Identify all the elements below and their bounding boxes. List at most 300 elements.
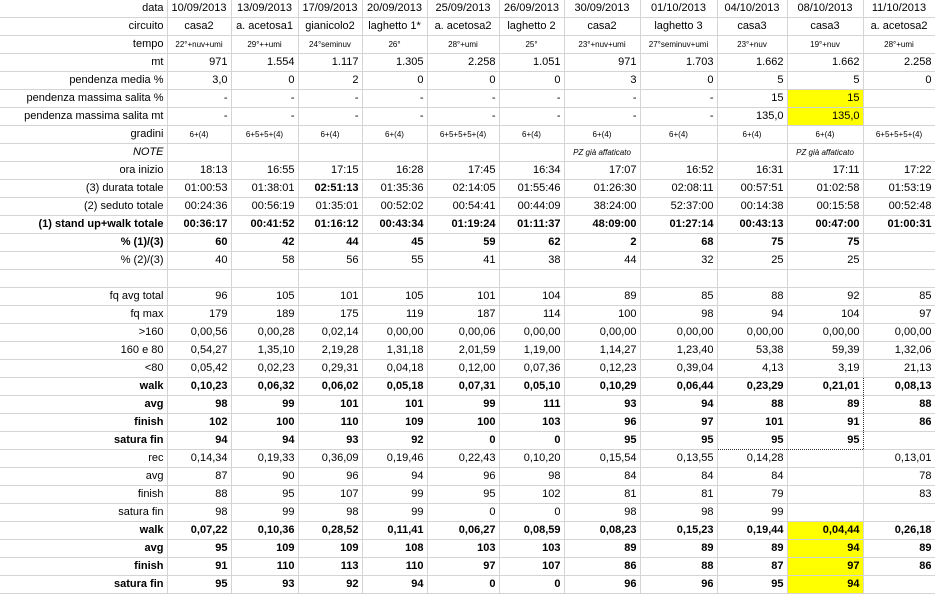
table-cell[interactable]: 107 [499, 558, 564, 576]
table-cell[interactable]: 01:27:14 [640, 216, 717, 234]
row-label[interactable]: (1) stand up+walk totale [0, 216, 167, 234]
table-cell[interactable]: 89 [564, 288, 640, 306]
table-cell[interactable]: 94 [787, 540, 863, 558]
table-cell[interactable]: 6+(4) [167, 126, 231, 144]
table-cell[interactable]: 38 [499, 252, 564, 270]
row-label[interactable] [0, 270, 167, 288]
table-cell[interactable]: 96 [167, 288, 231, 306]
table-cell[interactable]: 102 [167, 414, 231, 432]
row-label[interactable]: >160 [0, 324, 167, 342]
table-cell[interactable]: 0,00,00 [362, 324, 427, 342]
table-cell[interactable]: 1,19,00 [499, 342, 564, 360]
table-cell[interactable] [787, 270, 863, 288]
row-label[interactable]: ora inizio [0, 162, 167, 180]
table-cell[interactable]: 0,07,22 [167, 522, 231, 540]
table-cell[interactable]: 17:11 [787, 162, 863, 180]
table-cell[interactable]: 3,19 [787, 360, 863, 378]
table-cell[interactable]: 0,36,09 [298, 450, 362, 468]
table-cell[interactable]: 10/09/2013 [167, 0, 231, 18]
row-label[interactable]: tempo [0, 36, 167, 54]
table-cell[interactable]: 0,07,36 [499, 360, 564, 378]
table-cell[interactable]: 75 [717, 234, 787, 252]
table-cell[interactable]: 108 [362, 540, 427, 558]
table-cell[interactable]: 95 [640, 432, 717, 450]
table-cell[interactable]: 107 [298, 486, 362, 504]
table-cell[interactable]: 0 [499, 72, 564, 90]
table-cell[interactable]: 16:28 [362, 162, 427, 180]
table-cell[interactable]: 95 [167, 540, 231, 558]
table-cell[interactable]: 99 [231, 396, 298, 414]
table-cell[interactable]: 28°+umi [427, 36, 499, 54]
table-cell[interactable] [863, 504, 935, 522]
table-cell[interactable]: 91 [787, 414, 863, 432]
row-label[interactable]: pendenza massima salita % [0, 90, 167, 108]
table-cell[interactable]: - [499, 90, 564, 108]
table-cell[interactable]: casa2 [167, 18, 231, 36]
table-cell[interactable]: 99 [717, 504, 787, 522]
table-cell[interactable]: 81 [640, 486, 717, 504]
table-cell[interactable]: 16:34 [499, 162, 564, 180]
table-cell[interactable]: - [298, 108, 362, 126]
table-cell[interactable]: 0,10,36 [231, 522, 298, 540]
table-cell[interactable]: 0,06,27 [427, 522, 499, 540]
table-cell[interactable]: 38:24:00 [564, 198, 640, 216]
table-cell[interactable]: 01:38:01 [231, 180, 298, 198]
table-cell[interactable]: 111 [499, 396, 564, 414]
table-cell[interactable]: 01:35:01 [298, 198, 362, 216]
table-cell[interactable]: 0,19,44 [717, 522, 787, 540]
table-cell[interactable]: 93 [564, 396, 640, 414]
table-cell[interactable]: 01:35:36 [362, 180, 427, 198]
row-label[interactable]: finish [0, 558, 167, 576]
table-cell[interactable]: 00:52:48 [863, 198, 935, 216]
row-label[interactable]: pendenza massima salita mt [0, 108, 167, 126]
table-cell[interactable]: 28°+umi [863, 36, 935, 54]
table-cell[interactable]: 15 [717, 90, 787, 108]
table-cell[interactable]: 83 [863, 486, 935, 504]
table-cell[interactable]: 103 [499, 414, 564, 432]
table-cell[interactable]: 94 [717, 306, 787, 324]
table-cell[interactable]: 6+(4) [564, 126, 640, 144]
table-cell[interactable] [564, 270, 640, 288]
table-cell[interactable]: 95 [787, 432, 863, 450]
row-label[interactable]: finish [0, 414, 167, 432]
table-cell[interactable]: 0,23,29 [717, 378, 787, 396]
table-cell[interactable]: 6+(4) [640, 126, 717, 144]
table-cell[interactable]: 0,13,01 [863, 450, 935, 468]
table-cell[interactable]: 0,13,55 [640, 450, 717, 468]
row-label[interactable]: mt [0, 54, 167, 72]
table-cell[interactable]: 2 [298, 72, 362, 90]
table-cell[interactable]: 109 [298, 540, 362, 558]
table-cell[interactable]: 0,19,46 [362, 450, 427, 468]
table-cell[interactable]: PZ già affaticato [564, 144, 640, 162]
table-cell[interactable]: 0,15,23 [640, 522, 717, 540]
table-cell[interactable]: 21,13 [863, 360, 935, 378]
table-cell[interactable]: 01:00:31 [863, 216, 935, 234]
row-label[interactable]: % (2)/(3) [0, 252, 167, 270]
table-cell[interactable] [231, 144, 298, 162]
table-cell[interactable]: 0,14,34 [167, 450, 231, 468]
table-cell[interactable]: 75 [787, 234, 863, 252]
table-cell[interactable]: 0,00,00 [717, 324, 787, 342]
table-cell[interactable] [717, 144, 787, 162]
table-cell[interactable]: a. acetosa1 [231, 18, 298, 36]
table-cell[interactable]: 41 [427, 252, 499, 270]
table-cell[interactable]: 58 [231, 252, 298, 270]
table-cell[interactable]: 18:13 [167, 162, 231, 180]
table-cell[interactable]: 0,02,14 [298, 324, 362, 342]
table-cell[interactable]: 93 [231, 576, 298, 594]
table-cell[interactable]: 109 [362, 414, 427, 432]
table-cell[interactable]: 88 [863, 396, 935, 414]
table-cell[interactable]: 1,32,06 [863, 342, 935, 360]
table-cell[interactable]: 90 [231, 468, 298, 486]
table-cell[interactable]: 01:53:19 [863, 180, 935, 198]
table-cell[interactable]: 0 [427, 576, 499, 594]
table-cell[interactable]: 48:09:00 [564, 216, 640, 234]
table-cell[interactable]: 0,06,32 [231, 378, 298, 396]
table-cell[interactable]: 00:14:38 [717, 198, 787, 216]
table-cell[interactable]: 00:54:41 [427, 198, 499, 216]
table-cell[interactable]: 1,23,40 [640, 342, 717, 360]
table-cell[interactable]: 11/10/2013 [863, 0, 935, 18]
table-cell[interactable] [427, 144, 499, 162]
table-cell[interactable]: 88 [717, 288, 787, 306]
table-cell[interactable] [362, 270, 427, 288]
table-cell[interactable]: 99 [362, 486, 427, 504]
table-cell[interactable]: 3 [564, 72, 640, 90]
table-cell[interactable] [427, 270, 499, 288]
table-cell[interactable]: 1.662 [717, 54, 787, 72]
table-cell[interactable]: - [499, 108, 564, 126]
table-cell[interactable]: 94 [787, 576, 863, 594]
table-cell[interactable]: 6+5+5+(4) [231, 126, 298, 144]
table-cell[interactable]: 94 [231, 432, 298, 450]
table-cell[interactable]: 52:37:00 [640, 198, 717, 216]
table-cell[interactable]: 0,04,18 [362, 360, 427, 378]
table-cell[interactable]: 0,11,41 [362, 522, 427, 540]
table-cell[interactable]: 79 [717, 486, 787, 504]
row-label[interactable]: (3) durata totale [0, 180, 167, 198]
table-cell[interactable]: 86 [863, 414, 935, 432]
table-cell[interactable]: - [427, 90, 499, 108]
table-cell[interactable]: 1.703 [640, 54, 717, 72]
table-cell[interactable]: 104 [787, 306, 863, 324]
table-cell[interactable]: 16:55 [231, 162, 298, 180]
table-cell[interactable]: 0 [231, 72, 298, 90]
table-cell[interactable]: - [231, 90, 298, 108]
table-cell[interactable]: 56 [298, 252, 362, 270]
table-cell[interactable] [787, 468, 863, 486]
table-cell[interactable]: 4,13 [717, 360, 787, 378]
table-cell[interactable] [863, 576, 935, 594]
table-cell[interactable]: 0 [499, 504, 564, 522]
table-cell[interactable]: 00:57:51 [717, 180, 787, 198]
table-cell[interactable]: 08/10/2013 [787, 0, 863, 18]
table-cell[interactable]: 0,21,01 [787, 378, 863, 396]
table-cell[interactable] [231, 270, 298, 288]
table-cell[interactable]: 0,14,28 [717, 450, 787, 468]
table-cell[interactable]: 0,39,04 [640, 360, 717, 378]
table-cell[interactable]: 0,00,00 [499, 324, 564, 342]
table-cell[interactable]: PZ già affaticato [787, 144, 863, 162]
table-cell[interactable]: 0,00,00 [863, 324, 935, 342]
table-cell[interactable]: 179 [167, 306, 231, 324]
table-cell[interactable]: 101 [298, 288, 362, 306]
table-cell[interactable]: 101 [427, 288, 499, 306]
row-label[interactable]: rec [0, 450, 167, 468]
table-cell[interactable]: 0,08,13 [863, 378, 935, 396]
table-cell[interactable]: 29°++umi [231, 36, 298, 54]
table-cell[interactable]: 0 [362, 72, 427, 90]
table-cell[interactable]: 87 [717, 558, 787, 576]
table-cell[interactable]: 97 [863, 306, 935, 324]
table-cell[interactable]: 110 [298, 414, 362, 432]
table-cell[interactable]: 88 [167, 486, 231, 504]
table-cell[interactable]: 00:52:02 [362, 198, 427, 216]
table-cell[interactable]: 87 [167, 468, 231, 486]
table-cell[interactable]: 100 [564, 306, 640, 324]
table-cell[interactable]: 1.305 [362, 54, 427, 72]
table-cell[interactable] [863, 90, 935, 108]
table-cell[interactable]: 55 [362, 252, 427, 270]
table-cell[interactable]: 95 [427, 486, 499, 504]
table-cell[interactable]: 0,12,00 [427, 360, 499, 378]
table-cell[interactable]: 96 [298, 468, 362, 486]
table-cell[interactable]: 17:07 [564, 162, 640, 180]
table-cell[interactable]: 02:08:11 [640, 180, 717, 198]
table-cell[interactable]: 00:43:34 [362, 216, 427, 234]
table-cell[interactable]: 110 [231, 558, 298, 576]
table-cell[interactable]: 60 [167, 234, 231, 252]
table-cell[interactable]: 13/09/2013 [231, 0, 298, 18]
table-cell[interactable]: 17:15 [298, 162, 362, 180]
table-cell[interactable]: 25 [717, 252, 787, 270]
table-cell[interactable]: gianicolo2 [298, 18, 362, 36]
table-cell[interactable]: 0,26,18 [863, 522, 935, 540]
table-cell[interactable]: 0,54,27 [167, 342, 231, 360]
table-cell[interactable]: 01:55:46 [499, 180, 564, 198]
table-cell[interactable]: 110 [362, 558, 427, 576]
table-cell[interactable]: 22°+nuv+umi [167, 36, 231, 54]
table-cell[interactable]: 5 [787, 72, 863, 90]
table-cell[interactable]: 0,05,10 [499, 378, 564, 396]
table-cell[interactable]: 25° [499, 36, 564, 54]
table-cell[interactable]: - [427, 108, 499, 126]
table-cell[interactable]: 0,00,00 [640, 324, 717, 342]
table-cell[interactable]: 89 [717, 540, 787, 558]
table-cell[interactable]: 81 [564, 486, 640, 504]
table-cell[interactable]: 42 [231, 234, 298, 252]
table-cell[interactable]: 971 [564, 54, 640, 72]
table-cell[interactable]: 89 [640, 540, 717, 558]
table-cell[interactable]: 96 [564, 576, 640, 594]
table-cell[interactable]: 99 [362, 504, 427, 522]
table-cell[interactable]: 1,14,27 [564, 342, 640, 360]
row-label[interactable]: 160 e 80 [0, 342, 167, 360]
table-cell[interactable]: casa3 [717, 18, 787, 36]
table-cell[interactable]: 1,31,18 [362, 342, 427, 360]
row-label[interactable]: (2) seduto totale [0, 198, 167, 216]
table-cell[interactable]: 0,29,31 [298, 360, 362, 378]
row-label[interactable]: satura fin [0, 504, 167, 522]
table-cell[interactable]: - [564, 90, 640, 108]
table-cell[interactable]: 100 [427, 414, 499, 432]
table-cell[interactable]: 0,10,20 [499, 450, 564, 468]
table-cell[interactable]: 0,10,23 [167, 378, 231, 396]
table-cell[interactable]: laghetto 1* [362, 18, 427, 36]
table-cell[interactable]: 01/10/2013 [640, 0, 717, 18]
table-cell[interactable] [298, 144, 362, 162]
table-cell[interactable]: 0,08,23 [564, 522, 640, 540]
table-cell[interactable]: 0,10,29 [564, 378, 640, 396]
table-cell[interactable]: 0,00,56 [167, 324, 231, 342]
table-cell[interactable]: 89 [564, 540, 640, 558]
table-cell[interactable]: 98 [564, 504, 640, 522]
table-cell[interactable]: 17/09/2013 [298, 0, 362, 18]
table-cell[interactable]: 23°+nuv+umi [564, 36, 640, 54]
table-cell[interactable]: 98 [167, 504, 231, 522]
table-cell[interactable]: 02:14:05 [427, 180, 499, 198]
table-cell[interactable]: 91 [167, 558, 231, 576]
table-cell[interactable]: 0,22,43 [427, 450, 499, 468]
table-cell[interactable]: 0 [499, 432, 564, 450]
table-cell[interactable]: 99 [231, 504, 298, 522]
row-label[interactable]: walk [0, 522, 167, 540]
table-cell[interactable]: a. acetosa2 [427, 18, 499, 36]
table-cell[interactable]: - [167, 90, 231, 108]
table-cell[interactable]: 45 [362, 234, 427, 252]
row-label[interactable]: fq max [0, 306, 167, 324]
table-cell[interactable]: 6+5+5+5+(4) [863, 126, 935, 144]
table-cell[interactable]: 00:43:13 [717, 216, 787, 234]
table-cell[interactable]: 3,0 [167, 72, 231, 90]
table-cell[interactable]: 0,05,18 [362, 378, 427, 396]
table-cell[interactable]: 89 [787, 396, 863, 414]
table-cell[interactable] [640, 270, 717, 288]
table-cell[interactable]: 00:56:19 [231, 198, 298, 216]
table-cell[interactable]: a. acetosa2 [863, 18, 935, 36]
table-cell[interactable]: 119 [362, 306, 427, 324]
table-cell[interactable]: 971 [167, 54, 231, 72]
table-cell[interactable] [863, 108, 935, 126]
table-cell[interactable]: 84 [640, 468, 717, 486]
table-cell[interactable]: 109 [231, 540, 298, 558]
table-cell[interactable]: 30/09/2013 [564, 0, 640, 18]
table-cell[interactable]: 26/09/2013 [499, 0, 564, 18]
table-cell[interactable]: 85 [640, 288, 717, 306]
table-cell[interactable]: - [362, 90, 427, 108]
table-cell[interactable]: 24°seminuv [298, 36, 362, 54]
table-cell[interactable]: 0 [863, 72, 935, 90]
table-cell[interactable]: 104 [499, 288, 564, 306]
table-cell[interactable]: 95 [231, 486, 298, 504]
row-label[interactable]: % (1)/(3) [0, 234, 167, 252]
row-label[interactable]: fq avg total [0, 288, 167, 306]
table-cell[interactable]: - [298, 90, 362, 108]
table-cell[interactable]: 5 [717, 72, 787, 90]
table-cell[interactable]: 01:26:30 [564, 180, 640, 198]
table-cell[interactable] [863, 270, 935, 288]
table-cell[interactable]: 25 [787, 252, 863, 270]
table-cell[interactable]: 00:24:36 [167, 198, 231, 216]
table-cell[interactable]: 2 [564, 234, 640, 252]
table-cell[interactable]: 44 [564, 252, 640, 270]
table-cell[interactable]: 6+(4) [298, 126, 362, 144]
table-cell[interactable]: 19°+nuv [787, 36, 863, 54]
table-cell[interactable]: 44 [298, 234, 362, 252]
table-cell[interactable]: 27°seminuv+umi [640, 36, 717, 54]
row-label[interactable]: pendenza media % [0, 72, 167, 90]
table-cell[interactable]: 01:16:12 [298, 216, 362, 234]
table-cell[interactable]: 2.258 [863, 54, 935, 72]
table-cell[interactable] [863, 144, 935, 162]
table-cell[interactable] [362, 144, 427, 162]
table-cell[interactable]: 0,19,33 [231, 450, 298, 468]
table-cell[interactable] [499, 270, 564, 288]
table-cell[interactable]: 97 [787, 558, 863, 576]
table-cell[interactable]: laghetto 2 [499, 18, 564, 36]
table-cell[interactable] [167, 270, 231, 288]
table-cell[interactable]: 175 [298, 306, 362, 324]
table-cell[interactable]: 00:36:17 [167, 216, 231, 234]
table-cell[interactable]: 189 [231, 306, 298, 324]
table-cell[interactable]: 98 [167, 396, 231, 414]
table-cell[interactable]: 86 [564, 558, 640, 576]
table-cell[interactable]: 15 [787, 90, 863, 108]
table-cell[interactable]: 6+(4) [717, 126, 787, 144]
table-cell[interactable]: 0 [640, 72, 717, 90]
row-label[interactable]: satura fin [0, 576, 167, 594]
table-cell[interactable]: casa3 [787, 18, 863, 36]
table-cell[interactable]: 94 [362, 468, 427, 486]
table-cell[interactable]: 101 [362, 396, 427, 414]
table-cell[interactable]: 0,05,42 [167, 360, 231, 378]
table-cell[interactable] [787, 504, 863, 522]
table-cell[interactable]: 02:51:13 [298, 180, 362, 198]
row-label[interactable]: circuito [0, 18, 167, 36]
table-cell[interactable]: - [167, 108, 231, 126]
row-label[interactable]: avg [0, 468, 167, 486]
table-cell[interactable] [863, 252, 935, 270]
table-cell[interactable]: 94 [167, 432, 231, 450]
table-cell[interactable]: 135,0 [787, 108, 863, 126]
table-cell[interactable]: 6+(4) [787, 126, 863, 144]
table-cell[interactable]: 92 [787, 288, 863, 306]
table-cell[interactable]: 0,08,59 [499, 522, 564, 540]
table-cell[interactable]: 16:31 [717, 162, 787, 180]
table-cell[interactable]: 0,00,06 [427, 324, 499, 342]
table-cell[interactable] [863, 234, 935, 252]
table-cell[interactable]: 40 [167, 252, 231, 270]
table-cell[interactable]: 0,15,54 [564, 450, 640, 468]
table-cell[interactable]: 92 [298, 576, 362, 594]
table-cell[interactable]: 00:47:00 [787, 216, 863, 234]
table-cell[interactable]: 2.258 [427, 54, 499, 72]
table-cell[interactable]: 20/09/2013 [362, 0, 427, 18]
row-label[interactable]: walk [0, 378, 167, 396]
table-cell[interactable]: 23°+nuv [717, 36, 787, 54]
table-cell[interactable]: 101 [298, 396, 362, 414]
row-label[interactable]: satura fin [0, 432, 167, 450]
table-cell[interactable]: 26° [362, 36, 427, 54]
table-cell[interactable]: 98 [640, 306, 717, 324]
table-cell[interactable]: 59 [427, 234, 499, 252]
table-cell[interactable]: 98 [298, 504, 362, 522]
table-cell[interactable] [298, 270, 362, 288]
table-cell[interactable]: 0,12,23 [564, 360, 640, 378]
